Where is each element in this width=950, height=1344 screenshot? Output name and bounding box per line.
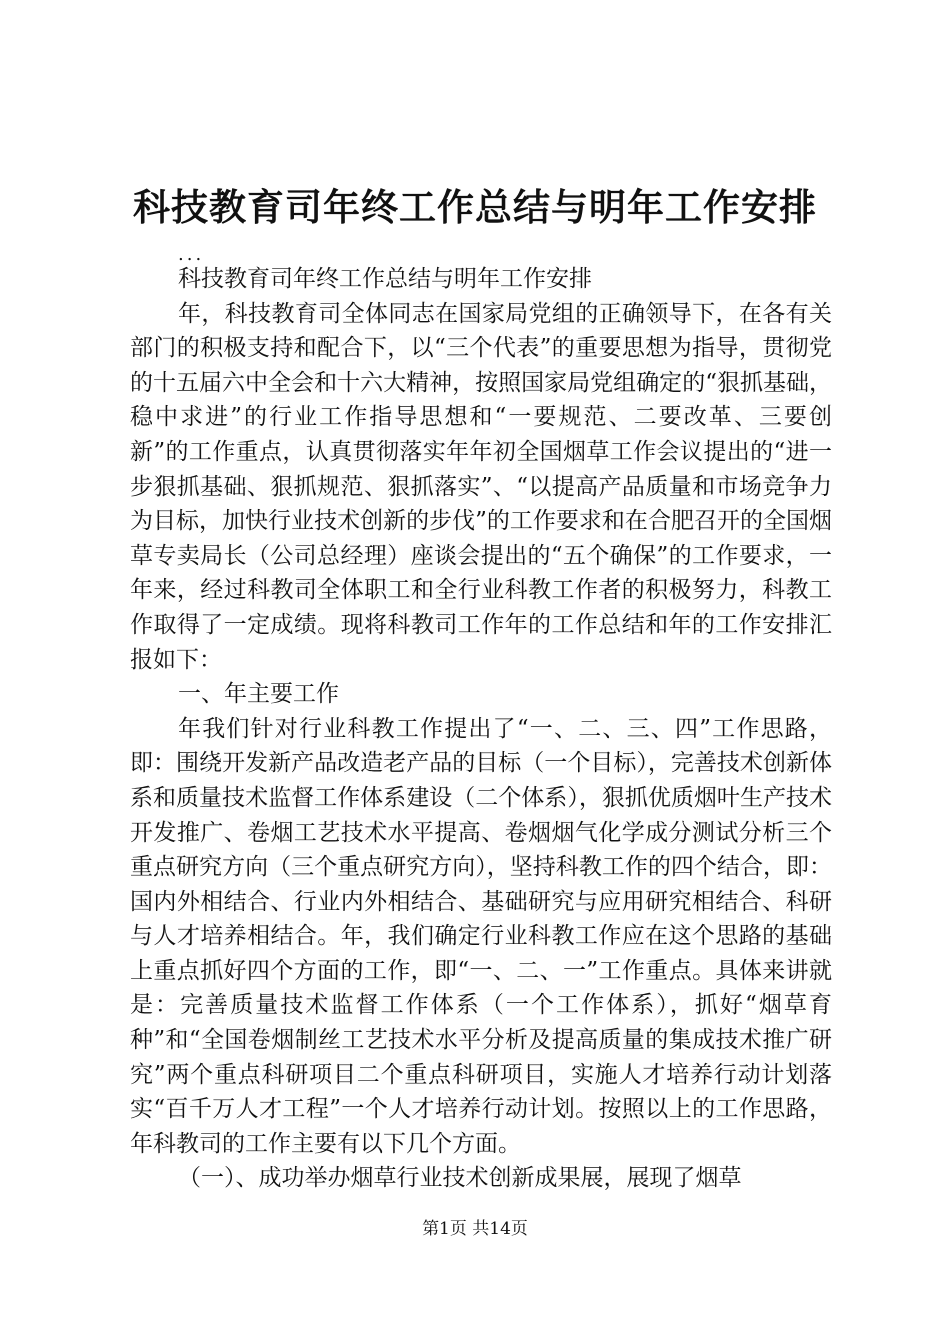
page-footer: 第1页 共14页 <box>422 1219 528 1239</box>
body-paragraph-subsection-1: （一）、成功举办烟草行业技术创新成果展，展现了烟草 <box>178 1165 742 1192</box>
section-heading: 一、年主要工作 <box>178 681 339 708</box>
body-subtitle: 科技教育司年终工作总结与明年工作安排 <box>178 266 592 292</box>
document-title: 科技教育司年终工作总结与明年工作安排 <box>133 186 817 229</box>
ellipsis-marker: ... <box>178 244 205 265</box>
body-paragraph-intro: 年，科技教育司全体同志在国家局党组的正确领导下，在各有关部门的积极支持和配合下，以“三个代表”的重要思想为指导，贯彻党的十五届六中全会和十六大精神，按照国家局党组确定的“狠抓基础，稳中求进”的行业工作指导思想和“一要规范、二要改革、三要创新”的工作重点，认真贯彻落实年年初全国烟草工作会议提出的“进一步狠抓基础、狠抓规范、狠抓落实”、“以提高产品质量和市场竞争力为目标，加快行业技术创新的步伐”的工作要求和在合肥召开的全国烟草专卖局长（公司总经理）座谈会提出的“五个确保”的工作要求，一年来，经过科教司全体职工和全行业科教工作者的积极努力，科教工作取得了一定成绩。现将科教司工作年的工作总结和年的工作安排汇报如下： <box>130 300 832 673</box>
document-body <box>130 262 832 1196</box>
body-paragraph-work-ideas: 年我们针对行业科教工作提出了“一、二、三、四”工作思路，即：围绕开发新产品改造老产品的目标（一个目标），完善技术创新体系和质量技术监督工作体系建设（二个体系），狠抓优质烟叶生产技术开发推广、卷烟工艺技术水平提高、卷烟烟气化学成分测试分析三个重点研究方向（三个重点研究方向），坚持科教工作的四个结合，即：国内外相结合、行业内外相结合、基础研究与应用研究相结合、科研与人才培养相结合。年，我们确定行业科教工作应在这个思路的基础上重点抓好四个方面的工作，即“一、二、一”工作重点。具体来讲就是：完善质量技术监督工作体系（一个工作体系），抓好“烟草育种”和“全国卷烟制丝工艺技术水平分析及提高质量的集成技术推广研究”两个重点科研项目二个重点科研项目，实施人才培养行动计划落实“百千万人才工程”一个人才培养行动计划。按照以上的工作思路，年科教司的工作主要有以下几个方面。 <box>130 715 832 1157</box>
